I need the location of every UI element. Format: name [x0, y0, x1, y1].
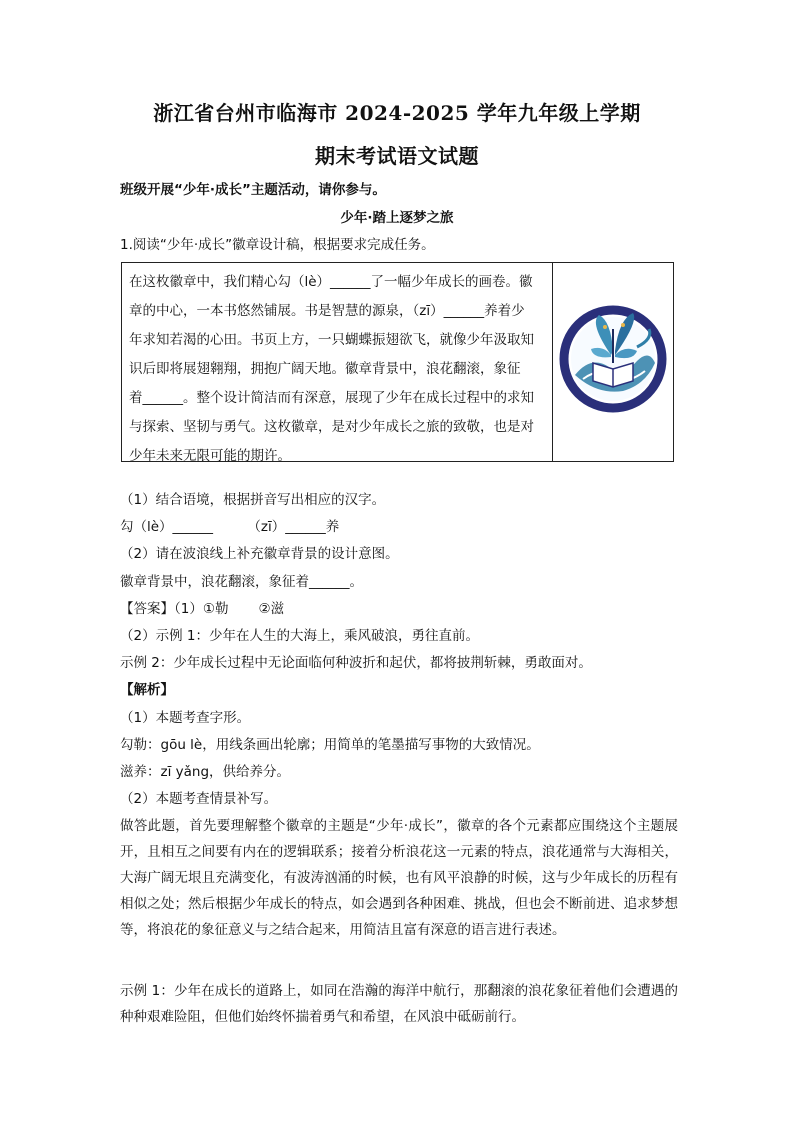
card-line: 年求知若渴的心田。书页上方，一只蝴蝶振翅欲飞，就像少年汲取知	[129, 332, 534, 348]
answer-example-2: 示例 2：少年成长过程中无论面临何种波折和起伏，都将披荆斩棘，勇敢面对。	[120, 655, 592, 671]
badge-design-card	[121, 262, 674, 462]
card-line: 与探索、坚韧与勇气。这枚徽章，是对少年成长之旅的致敬，也是对	[129, 419, 534, 435]
card-line: 在这枚徽章中，我们精心勾（lè）______了一幅少年成长的画卷。徽	[129, 274, 533, 290]
question-1: 1.阅读“少年·成长”徽章设计稿，根据要求完成任务。	[120, 237, 435, 253]
answer-line: 【答案】（1）①勒 ②滋	[120, 601, 285, 617]
example-paragraph: 示例 1：少年在成长的道路上，如同在浩瀚的海洋中航行，那翻滚的浪花象征着他们会遭遇的种种艰难险阻，但他们始终怀揣着勇气和希望，在风浪中砥砺前行。	[120, 983, 678, 1025]
butterfly-book-wave-badge-icon	[553, 263, 674, 461]
sub-question-1: （1）结合语境，根据拼音写出相应的汉字。	[120, 492, 386, 508]
sub-question-2-line: 徽章背景中，浪花翻滚，象征着______。	[120, 574, 363, 590]
card-line: 少年未来无限可能的期许。	[129, 448, 291, 464]
analysis-item-1: （1）本题考查字形。	[120, 710, 251, 726]
analysis-label: 【解析】	[120, 682, 174, 698]
badge-image-cell	[553, 263, 674, 461]
card-line: 着______。整个设计简洁而有深意，展现了少年在成长过程中的求知	[129, 390, 534, 406]
analysis-item-2: 勾勒：gōu lè，用线条画出轮廓；用简单的笔墨描写事物的大致情况。	[120, 737, 540, 753]
intro-text: 班级开展“少年·成长”主题活动，请你参与。	[120, 182, 386, 198]
page-title-line1: 浙江省台州市临海市 2024-2025 学年九年级上学期	[153, 101, 641, 125]
answer-example-1: （2）示例 1：少年在人生的大海上，乘风破浪，勇往直前。	[120, 628, 479, 644]
card-line: 章的中心，一本书悠然铺展。书是智慧的源泉，（zī）______养着少	[129, 303, 525, 319]
sub-question-2: （2）请在波浪线上补充徽章背景的设计意图。	[120, 546, 399, 562]
analysis-paragraph: 做答此题，首先要理解整个徽章的主题是“少年·成长”，徽章的各个元素都应围绕这个主题展开，且相互之间要有内在的逻辑联系；接着分析浪花这一元素的特点，浪花通常与大海相关，大海广阔无垠且充满变化，有波涛汹涌的时候，也有风平浪静的时候，这与少年成长的历程有相似之处；然后根据少年成长的特点，如会遇到各种困难、挑战，但也会不断前进、追求梦想等，将浪花的象征意义与之结合起来，用简洁且富有深意的语言进行表述。	[120, 818, 678, 938]
card-line: 识后即将展翅翱翔，拥抱广阔天地。徽章背景中，浪花翻滚，象征	[129, 361, 521, 377]
badge-description-cell	[122, 263, 553, 464]
analysis-item-3: 滋养：zī yǎng，供给养分。	[120, 764, 291, 780]
analysis-item-4: （2）本题考查情景补写。	[120, 791, 278, 807]
sub-question-1-blanks: 勾（lè）______ （zī）______养	[120, 519, 340, 535]
page-title-line2: 期末考试语文试题	[315, 144, 479, 168]
section-title: 少年·踏上逐梦之旅	[340, 210, 454, 226]
